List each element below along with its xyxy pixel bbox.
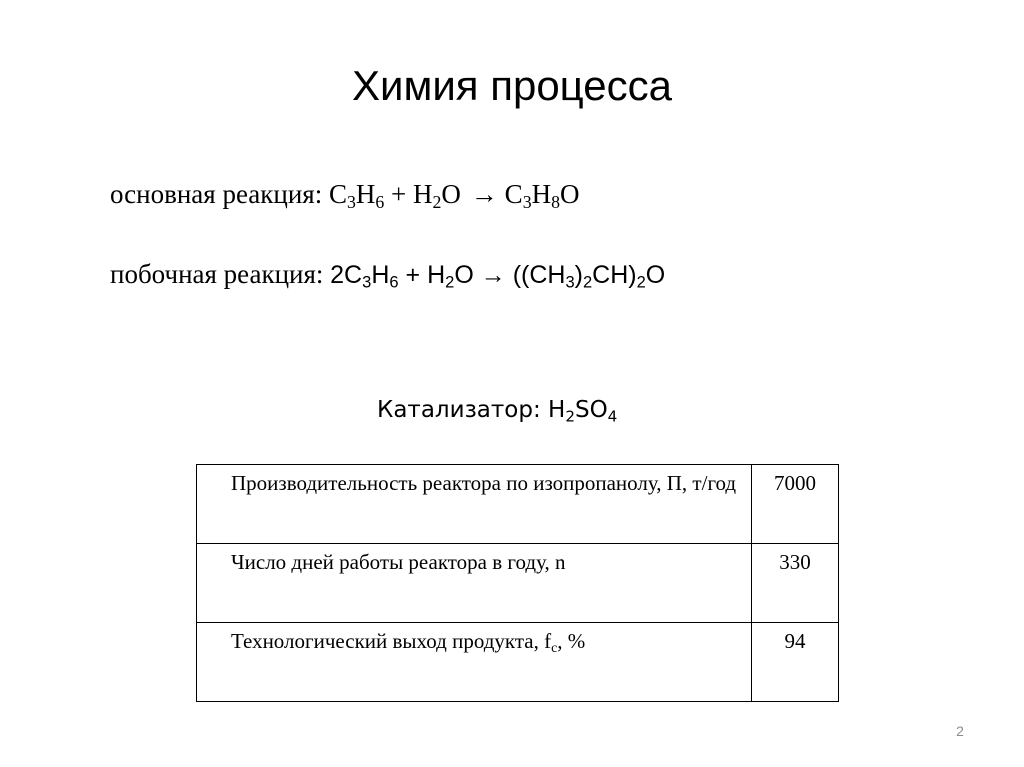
main-reaction [110,176,580,212]
reaction-arrow: → [470,179,498,209]
page-number: 2 [956,723,964,739]
table-row [197,544,839,623]
parameter-name: Технологический выход продукта, $f_c$, % [197,623,752,702]
catalyst-line: Катализатор: $H_2SO_4$ [377,397,618,426]
plus-sign: + [391,179,407,209]
table-row [197,623,839,702]
table-row [197,465,839,544]
parameter-name: Число дней работы реактора в году, n [197,544,752,623]
reactant-propylene: $C_3H_6$ [328,179,385,212]
parameters-table [196,464,839,702]
side-reaction [110,256,665,293]
product-isopropanol: $C_3H_8O$ [504,179,580,212]
reactant-water: $H_2O$ [413,179,461,212]
parameter-value: 330 [752,544,839,623]
side-reaction-equation: $2C_3H_6 + H_2O \to ((CH_3)_2CH)_2O$ [330,261,666,292]
parameter-value: 7000 [752,465,839,544]
parameter-name: Производительность реактора по изопропанолу, П, т/год [197,465,752,544]
reaction-arrow: → [480,261,506,289]
parameter-value: 94 [752,623,839,702]
slide-title: Химия процесса [352,62,672,109]
main-reaction-label: основная реакция: [110,179,323,209]
side-reaction-label: побочная реакция: [110,259,324,289]
